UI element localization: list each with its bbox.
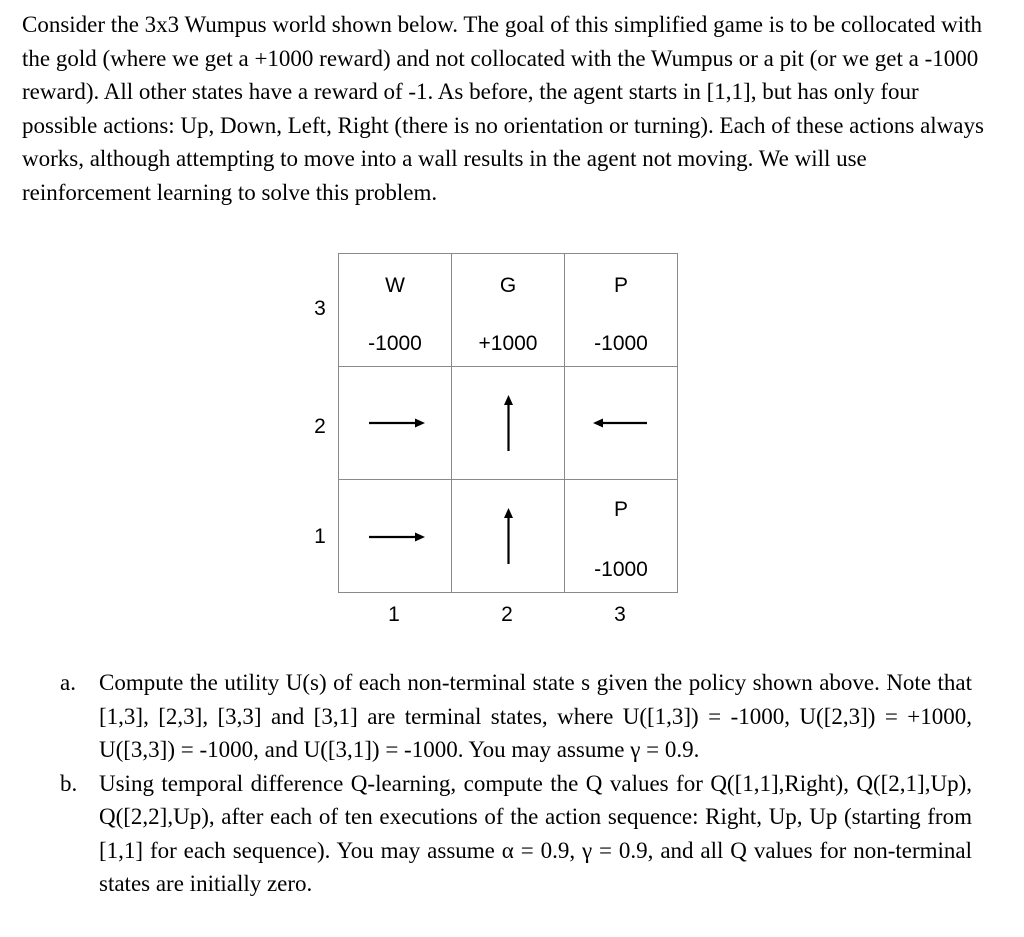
problem-intro-paragraph bbox=[8, 8, 998, 209]
cell-2-3 bbox=[452, 254, 565, 367]
cell-reward: +1000 bbox=[478, 332, 538, 355]
arrow-left-icon bbox=[565, 367, 678, 480]
arrow-right-icon bbox=[339, 480, 452, 593]
row-label-3: 3 bbox=[314, 297, 326, 320]
question-list bbox=[60, 666, 972, 901]
col-label-3: 3 bbox=[614, 603, 626, 626]
cell-1-3 bbox=[339, 254, 452, 367]
cell-2-1 bbox=[452, 480, 565, 593]
pit-label: P bbox=[613, 498, 628, 521]
col-label-2: 2 bbox=[501, 603, 513, 626]
arrow-up-icon bbox=[452, 367, 565, 480]
cell-3-1 bbox=[565, 480, 678, 593]
row-label-1: 1 bbox=[314, 525, 326, 548]
col-label-1: 1 bbox=[388, 603, 400, 626]
pit-label: P bbox=[613, 274, 628, 297]
problem-intro-text: Consider the 3x3 Wumpus world shown below. The goal of this simplified game is to be collocated with the gold (where we get a +1000 reward) and not collocated with the Wumpus or a pit (or we get a -1000 reward). All other states have a reward of -1. As before, the agent starts in [1,1], but has only four possible actions: Up, Down, Left, Right (there is no orientation or turning). Each of these actions always works, although attempting to move into a wall results in the agent not moving. We will use reinforcement learning to solve this problem. bbox=[22, 12, 984, 205]
arrow-right-icon bbox=[339, 367, 452, 480]
problem-number-marker bbox=[8, 8, 22, 42]
row-label-2: 2 bbox=[314, 415, 326, 438]
question-text: Using temporal difference Q-learning, compute the Q values for Q([1,1],Right), Q([2,1],Up), Q([2,2],Up), after each of ten executions of the action sequence: Right, Up, Up (starting from [1,1] for each sequence). You may assume α = 0.9, γ = 0.9, and all Q values for non-terminal states are initially zero. bbox=[99, 770, 972, 896]
arrow-up-icon bbox=[452, 480, 565, 593]
question-b bbox=[60, 767, 972, 901]
gold-label: G bbox=[499, 274, 517, 297]
cell-3-2 bbox=[565, 367, 678, 480]
cell-reward: -1000 bbox=[594, 558, 648, 581]
wumpus-label: W bbox=[385, 274, 405, 297]
question-a bbox=[60, 666, 972, 767]
cell-reward: -1000 bbox=[368, 332, 422, 355]
cell-2-2 bbox=[452, 367, 565, 480]
wumpus-grid bbox=[338, 253, 678, 593]
problem-statement bbox=[8, 8, 998, 209]
question-letter: b. bbox=[60, 770, 78, 796]
cell-reward: -1000 bbox=[594, 332, 648, 355]
question-letter: a. bbox=[60, 670, 76, 695]
wumpus-grid-figure bbox=[300, 235, 690, 635]
question-text: Compute the utility U(s) of each non-terminal state s given the policy shown above. Note that [1,3], [2,3], [3,3] and [3,1] are terminal states, where U([1,3]) = -1000, U([2,3]) = +1000, U([3,3]) = -1000, and U([3,1]) = -1000. You may assume γ = 0.9. bbox=[99, 670, 972, 762]
cell-3-3 bbox=[565, 254, 678, 367]
cell-1-2 bbox=[339, 367, 452, 480]
cell-1-1 bbox=[339, 480, 452, 593]
